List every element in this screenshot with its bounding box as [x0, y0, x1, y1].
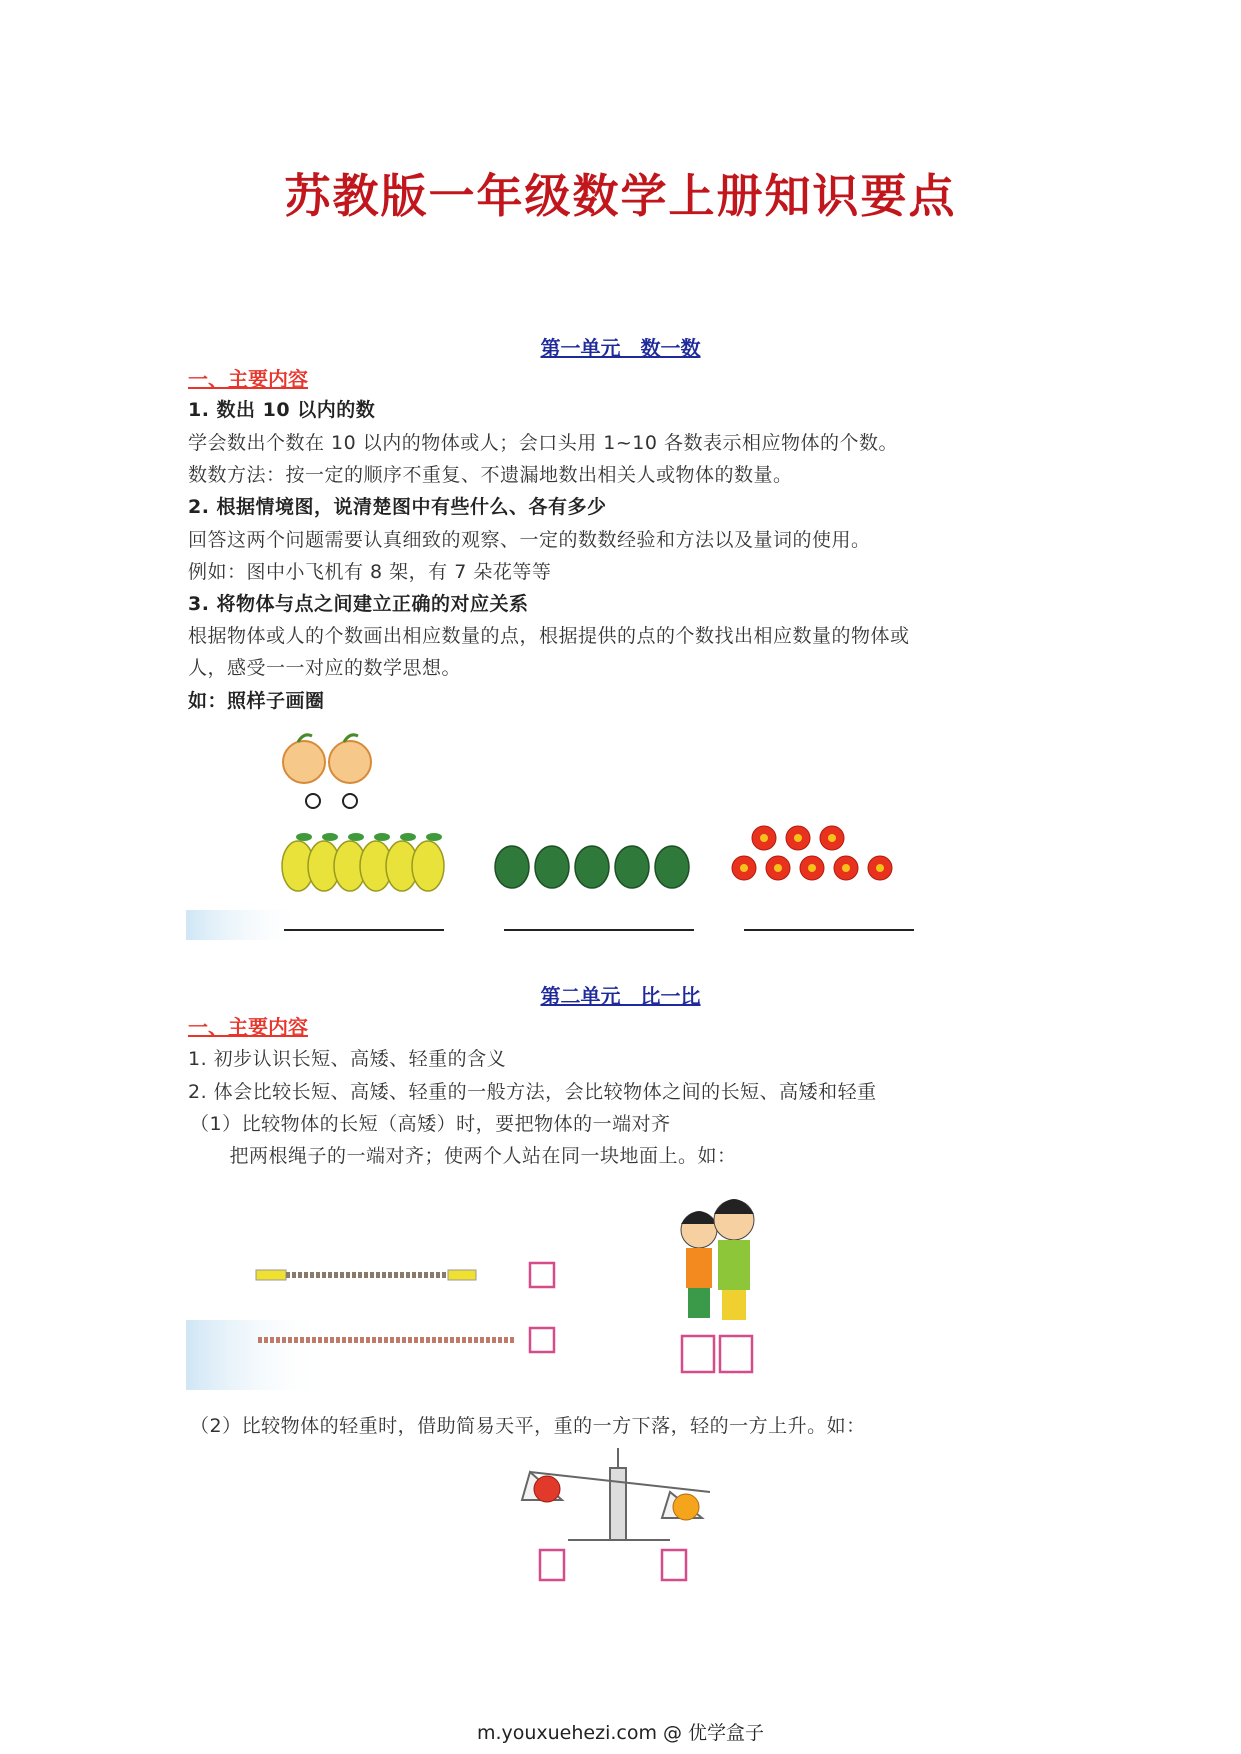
unit2-line-3: （1）比较物体的长短（高矮）时，要把物体的一端对齐 [190, 1113, 671, 1135]
page-title: 苏教版一年级数学上册知识要点 [284, 169, 957, 223]
unit1-line-7: 3. 将物体与点之间建立正确的对应关系 [188, 593, 529, 615]
peach-icon [329, 735, 371, 783]
sample-circle-icon [343, 794, 357, 808]
melon-icon [495, 846, 689, 888]
answer-box-icon [682, 1336, 714, 1372]
unit1-line-6: 例如：图中小飞机有 8 架，有 7 朵花等等 [188, 561, 552, 583]
orange-icon [673, 1494, 699, 1520]
counting-illustration [186, 720, 976, 940]
peach-icon [283, 735, 325, 783]
answer-box-icon [530, 1263, 554, 1287]
unit1-line-9: 人，感受一一对应的数学思想。 [188, 657, 462, 679]
unit1-line-3: 数数方法：按一定的顺序不重复、不遗漏地数出相关人或物体的数量。 [188, 464, 793, 486]
unit1-line-4: 2. 根据情境图，说清楚图中有些什么、各有多少 [188, 496, 607, 518]
sample-circle-icon [306, 794, 320, 808]
unit1-line-5: 回答这两个问题需要认真细致的观察、一定的数数经验和方法以及量词的使用。 [188, 529, 871, 551]
length-height-illustration [186, 1180, 886, 1390]
footer-watermark: m.youxuehezi.com @ 优学盒子 [476, 1722, 765, 1744]
unit1-section-title: 一、主要内容 [188, 367, 308, 391]
unit2-section-title: 一、主要内容 [188, 1015, 308, 1039]
answer-box-icon [720, 1336, 752, 1372]
unit1-line-2: 学会数出个数在 10 以内的物体或人；会口头用 1~10 各数表示相应物体的个数。 [188, 432, 899, 454]
apple-icon [534, 1476, 560, 1502]
short-rope-icon [256, 1270, 476, 1280]
child-short-icon [681, 1211, 717, 1318]
unit2-line-4: 把两根绳子的一端对齐；使两个人站在同一块地面上。如： [210, 1145, 737, 1167]
unit2-line-1: 1. 初步认识长短、高矮、轻重的含义 [188, 1048, 507, 1070]
answer-box-icon [662, 1550, 686, 1580]
unit1-line-8: 根据物体或人的个数画出相应数量的点，根据提供的点的个数找出相应数量的物体或 [188, 625, 910, 647]
unit1-line-10: 如：照样子画圈 [188, 690, 325, 712]
answer-box-icon [540, 1550, 564, 1580]
unit1-heading: 第一单元 数一数 [540, 336, 701, 360]
unit2-heading: 第二单元 比一比 [540, 984, 701, 1008]
balance-illustration [520, 1440, 730, 1590]
unit2-line-5: （2）比较物体的轻重时，借助简易天平，重的一方下落，轻的一方上升。如： [190, 1415, 866, 1437]
child-tall-icon [714, 1199, 754, 1320]
unit1-line-1: 1. 数出 10 以内的数 [188, 399, 376, 421]
unit2-line-2: 2. 体会比较长短、高矮、轻重的一般方法，会比较物体之间的长短、高矮和轻重 [188, 1081, 877, 1103]
pear-icon [282, 841, 444, 891]
answer-box-icon [530, 1328, 554, 1352]
